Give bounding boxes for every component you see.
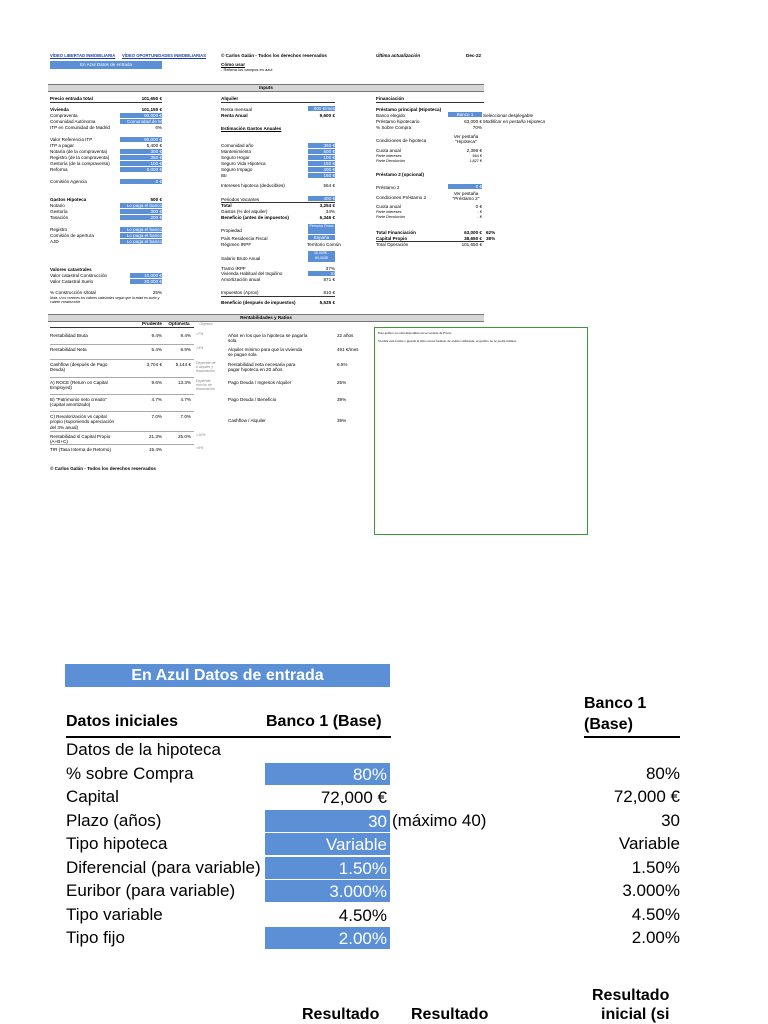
purchase-row-value[interactable]: 100 € — [120, 161, 162, 166]
gastos-row-value[interactable]: Lo paga el banco — [120, 203, 162, 208]
datos-iniciales-header: Datos iniciales — [66, 713, 179, 730]
ratio-mid-value: 39% — [337, 418, 347, 423]
ratio-label: Rentabilidad Bruta — [50, 333, 88, 338]
ratio-label: A) ROCE (Return on Capital Employed) — [50, 380, 108, 391]
intereses-value: 564 € — [323, 183, 335, 188]
mortgage-row-result: 72,000 € — [613, 787, 680, 806]
capital-propio-pct: 38% — [486, 236, 496, 241]
expense-row-label: Comunidad año — [221, 143, 254, 148]
expense-row-input[interactable]: 160 € — [308, 173, 335, 178]
prestamo2-cond-label: Condiciones Préstamo 2 — [376, 195, 427, 200]
mortgage-row-label: Tipo hipoteca — [66, 834, 168, 853]
precio-label: Precio entrada total — [50, 96, 93, 101]
resultado-header-2: Resultado — [411, 1006, 489, 1023]
prestamo2-dev-value: - € — [477, 215, 482, 219]
resultado-header-3b: inicial (si — [601, 1006, 670, 1023]
beneficio-value: 6,346 € — [319, 215, 335, 220]
gastos-row-label: Comisión de apertura — [50, 233, 94, 238]
parte-intereses-label: Parte intereses — [376, 154, 402, 158]
mortgage-row-label: Tipo variable — [66, 904, 163, 924]
prestamo2-dev-label: Parte Devolución — [376, 215, 405, 219]
prestamo2-label: Préstamo 2 — [376, 185, 400, 190]
ratio-mid-label: Años en los que la hipoteca se pagaría sola — [228, 333, 308, 344]
chart-unavailable-note: Este gráfico no está disponible en su versión de Excel. — [378, 331, 452, 335]
amortizacion-label: Amortización anual — [221, 277, 261, 282]
mortgage-row-result: 1.50% — [631, 857, 680, 877]
purchase-row-value[interactable]: Comunidad de M — [120, 119, 162, 124]
habitual-input[interactable]: Sí — [308, 271, 335, 276]
mortgage-row-result: 30 — [661, 810, 680, 830]
ratio-optimista: 6.9% — [180, 347, 191, 352]
banco-base-header: Banco 1 (Base) — [266, 713, 382, 730]
purchase-row-label: Compraventa — [50, 113, 78, 118]
expense-row-label: Mantenimiento — [221, 149, 252, 154]
ratio-mid-value: 491 €/mes — [337, 347, 359, 352]
ratio-optimista: 7.0% — [180, 414, 191, 419]
prestamo-label: Préstamo hipotecario — [376, 119, 420, 124]
purchase-row-value[interactable]: 90,000 € — [120, 137, 162, 142]
pais-label: País Residencia Fiscal — [221, 236, 268, 241]
beneficio-despues-value: 5,535 € — [319, 300, 335, 305]
mortgage-row-result: 4.50% — [631, 904, 680, 924]
mortgage-row-input: 4.50% — [338, 905, 387, 925]
ratio-objetivo: >10% — [196, 433, 206, 437]
gastos-row-label: Registro — [50, 227, 68, 232]
mortgage-row-result: 2.00% — [631, 928, 680, 947]
gastos-hipoteca-label: Gastos Hipoteca — [50, 197, 87, 202]
propiedad-input[interactable]: Persona Física — [308, 224, 335, 234]
prestamo2-cond-value: Ver pestaña "Préstamo 2" — [452, 191, 480, 202]
header-objetivo: Objetivo — [199, 322, 213, 326]
mortgage-row-label: Plazo (años) — [66, 810, 162, 830]
purchase-row-label: Comunidad Autónoma — [50, 119, 96, 124]
periodos-label: Periodos Vacantes — [221, 197, 260, 202]
impuestos-value: 810 € — [323, 290, 335, 295]
banco-label: Banco elegido — [376, 113, 406, 118]
prestamo-principal-title: Préstamo principal (Hipoteca) — [376, 107, 442, 112]
gastos-row-value[interactable]: 300 € — [120, 209, 162, 214]
resultado-header-3: Resultado — [592, 987, 670, 1004]
propiedad-label: Propiedad — [221, 228, 242, 233]
header-prudente: Prudente — [142, 321, 162, 326]
pais-input[interactable]: España — [308, 235, 335, 240]
gastos-row-label: AJD — [50, 239, 59, 244]
total-operacion-label: Total Operación — [376, 242, 409, 247]
ratio-prudente: 15.4% — [148, 447, 162, 452]
ratio-objetivo: Depende de ti alquiler y financiación — [196, 361, 216, 374]
tramo-label: Tramo IRPF — [221, 266, 246, 271]
purchase-row-value[interactable]: 300 € — [120, 149, 162, 154]
construccion-value: 25% — [152, 290, 162, 295]
ratio-prudente: 7.0% — [151, 414, 162, 419]
purchase-row-label: ITP a pagar — [50, 143, 74, 148]
purchase-row-label: Registro (de la compraventa) — [50, 155, 110, 160]
mortgage-row-input[interactable]: 2.00% — [265, 927, 390, 949]
last-update-label: Última actualización — [376, 53, 421, 58]
gastos-alquiler-label: Gastos (% del alquiler) — [221, 209, 268, 214]
ratio-objetivo: Depende mucho de financiación — [196, 379, 215, 392]
gastos-row-value[interactable]: 200 € — [120, 215, 162, 220]
ratio-divider — [50, 444, 194, 445]
purchase-row-label: Gestoría (de la compraventa) — [50, 161, 110, 166]
salario-label: Salario Bruto Anual — [221, 256, 261, 261]
ratio-mid-label: Pago Deuda / Ingresos Alquiler — [228, 380, 292, 385]
purchase-row-value[interactable]: 0 € — [120, 179, 162, 184]
mortgage-row-label: Diferencial (para variable) — [66, 857, 261, 877]
resultado-header-1: Resultado — [302, 1006, 380, 1023]
parte-devolucion-value: 1,827 € — [469, 159, 482, 163]
video-libertad-link[interactable]: VÍDEO LIBERTAD INMOBILIARIA — [50, 53, 116, 58]
total-operacion-value: 101,650 € — [461, 242, 482, 247]
mortgage-row-label: Capital — [66, 787, 119, 806]
mortgage-row-input[interactable]: 1.50% — [265, 857, 390, 879]
expense-row-label: IBI — [221, 173, 227, 178]
catastral-row-label: Valor catastral Construcción — [50, 273, 108, 278]
condiciones-value: Ver pestaña "Hipoteca" — [453, 134, 479, 145]
catastral-label: Valores catastrales — [50, 267, 92, 272]
alquiler-label: Alquiler — [221, 96, 239, 101]
chart-placeholder — [374, 327, 588, 535]
purchase-row-label: Valor Referencia ITP — [50, 137, 93, 142]
catastral-row-label: Valor Catastral Suelo — [50, 279, 94, 284]
ratio-label: TIR (Tasa Interna de Retorno) — [50, 447, 112, 452]
prestamo2-input[interactable]: 0 € — [448, 184, 482, 189]
ratio-optimista: 13.3% — [177, 380, 191, 385]
rentabilidades-section-bar: Rentabilidades y Ratios — [48, 314, 484, 322]
precio-value: 101,650 € — [141, 96, 162, 101]
ratio-objetivo: >7% — [196, 332, 204, 336]
habitual-label: Vivienda Habitual del Inquilino — [221, 271, 283, 276]
banco-right-header-1: Banco 1 — [584, 695, 647, 712]
ratio-optimista: 9.4% — [180, 333, 191, 338]
mortgage-row-note: (máximo 40) — [392, 810, 487, 830]
gastos-row-value[interactable]: Lo paga el banco — [120, 239, 162, 244]
parte-devolucion-label: Parte Devolución — [376, 159, 405, 163]
gastos-hipoteca-value: 500 € — [150, 197, 162, 202]
ratio-mid-label: Alquiler mínimo para que la vivienda se pague sola — [228, 347, 303, 358]
blue-input-note: En Azul Datos de entrada — [50, 61, 162, 69]
purchase-row-value: 6% — [155, 124, 162, 130]
ratio-mid-label: Cashflow / Alquiler — [228, 418, 266, 423]
estimacion-label: Estimación Gastos Anuales — [221, 126, 282, 131]
purchase-row-value[interactable]: 5,000 € — [120, 167, 162, 172]
chart-edit-note: Si edita esta forma o guarda el libro en un formato de archivo diferente, el gráfico no se podrá utilizar. — [378, 339, 517, 343]
periodos-input[interactable]: 400 € — [308, 196, 335, 201]
mortgage-row-input[interactable]: 3.000% — [265, 880, 390, 902]
ratio-label: Rentabilidad sl Capital Propio (A+B+C) — [50, 434, 111, 445]
impuestos-label: Impuestos (Aprox) — [221, 290, 259, 295]
mortgage-row-input[interactable]: Variable — [265, 833, 390, 855]
total-value: 3,254 € — [319, 203, 335, 208]
gastos-alquiler-value: 34% — [325, 209, 335, 214]
ratio-mid-value: 39% — [337, 397, 347, 402]
mortgage-row-input[interactable]: 30 — [265, 810, 390, 832]
mortgage-row-label: Datos de la hipoteca — [66, 740, 221, 759]
header-optimista: Optimista — [168, 321, 190, 326]
purchase-row-label: Reforma — [50, 167, 68, 172]
purchase-row-label: Notaría (de la compraventa) — [50, 149, 108, 154]
ratio-divider — [50, 411, 194, 412]
ratio-mid-value: 6.5% — [337, 362, 348, 367]
ratio-optimista: 4.7% — [180, 397, 191, 402]
expense-row-label: Seguro Vida Hipoteca — [221, 161, 266, 166]
total-financiacion-pct: 62% — [486, 230, 496, 235]
ratio-divider — [50, 431, 194, 432]
renta-mensual-input[interactable]: 800 €/mes — [308, 106, 335, 111]
sobre-compra-value: 70% — [472, 125, 482, 130]
vivienda-label: Vivienda — [50, 107, 69, 112]
capital-propio-value: 38,650 € — [464, 236, 482, 241]
construccion-label: % Construcción s/total — [50, 290, 96, 295]
footer-copyright: © Carlos Galán - Todos los derechos reservados — [50, 466, 156, 471]
catastral-note: Nota: si no conoces los valores catastrales según que la edad es suelo y cuánto construcción — [50, 296, 160, 304]
ratio-prudente: 5.4% — [151, 347, 162, 352]
purchase-row-label: Comisión Agencia — [50, 179, 87, 184]
purchase-row-value: 5,400 € — [146, 142, 162, 148]
ratio-mid-value: 22 años — [337, 333, 354, 338]
ratio-label: Cashflow (después de Pago Deuda) — [50, 362, 108, 373]
expense-row-input[interactable]: 150 € — [308, 161, 335, 166]
tramo-value: 37% — [325, 266, 335, 271]
financiacion-label: Financiación — [376, 96, 405, 101]
total-financiacion-value: 63,000 € — [464, 230, 482, 235]
ratio-prudente: 9.6% — [151, 380, 162, 385]
ratio-divider — [50, 377, 194, 378]
regimen-value: Territorio Común — [307, 242, 341, 247]
prestamo2-int-value: - € — [477, 210, 482, 214]
capital-propio-label: Capital Propio — [376, 236, 408, 241]
mortgage-row-result: 3.000% — [622, 881, 680, 900]
video-oportunidades-link[interactable]: VÍDEO OPORTUNIDADES INMOBILIARIAS — [122, 53, 206, 58]
prestamo2-cuota-value: 0 € — [475, 204, 482, 209]
expense-row-input[interactable]: 360 € — [308, 143, 335, 148]
mortgage-row-result: 80% — [645, 763, 680, 783]
banco-right-header-2: (Base) — [584, 716, 633, 733]
ratio-optimista: 5,144 € — [175, 362, 191, 367]
amortizacion-value: 871 € — [323, 277, 335, 282]
gastos-row-label: Notario — [50, 203, 65, 208]
banco-select[interactable]: Banco 1 — [448, 112, 482, 117]
catastral-row-input[interactable]: 20,000 € — [130, 279, 162, 284]
ratio-divider — [50, 394, 194, 395]
expense-row-input[interactable]: 100 € — [308, 155, 335, 160]
purchase-row-value[interactable]: 350 € — [120, 155, 162, 160]
inputs-section-bar: Inputs — [48, 84, 484, 92]
expense-row-label: Seguro Impago — [221, 167, 253, 172]
ratio-mid-label: Rentabilidad neta necesaria para pagar hipoteca en 20 años — [228, 362, 296, 373]
renta-mensual-label: Renta mensual — [221, 107, 252, 112]
renta-anual-value: 9,600 € — [319, 113, 335, 118]
mortgage-row-result: Variable — [618, 834, 680, 853]
total-financiacion-label: Total Financiación — [376, 230, 416, 235]
ratio-prudente: 9.4% — [151, 333, 162, 338]
ratio-label: C) Revalorización vs capital propio (suponiendo apreciación del 3% anual) — [50, 414, 115, 430]
last-update-value: Dec-22 — [466, 53, 482, 58]
ratio-prudente: 21.3% — [148, 434, 162, 439]
ratio-divider — [50, 344, 194, 345]
cuota-label: Cuota anual — [376, 148, 401, 153]
salario-input[interactable]: 35,000€ - 60,000€ — [308, 251, 335, 262]
prestamo2-int-label: Parte intereses — [376, 210, 402, 214]
ratio-objetivo: >4% — [196, 346, 204, 350]
prestamo2-cuota-label: Cuota anual — [376, 204, 401, 209]
banco-note: Seleccionar desplegable — [483, 113, 534, 118]
ratio-prudente: 4.7% — [151, 397, 162, 402]
vivienda-value: 101,150 € — [141, 107, 162, 112]
gastos-row-label: Gestoría — [50, 209, 68, 214]
parte-intereses-value: 564 € — [472, 154, 482, 158]
mortgage-row-label: Tipo fijo — [66, 928, 125, 947]
ratio-label: B) "Patrimonio neto creado" (capital amortizado) — [50, 397, 107, 408]
expense-row-input[interactable]: 500 € — [308, 149, 335, 154]
purchase-row-value[interactable]: 90,000 € — [120, 113, 162, 118]
howto-title: Cómo usar — [221, 62, 245, 67]
prestamo-note: Modificar en pestaña Hipoteca — [483, 119, 546, 124]
catastral-row-input[interactable]: 10,000 € — [130, 273, 162, 278]
ratio-objetivo: >8% — [196, 446, 204, 450]
ratio-mid-value: 25% — [337, 380, 347, 385]
ratio-label: Rentabilidad Neta — [50, 347, 87, 352]
intereses-label: Intereses hipoteca (deducibles) — [221, 183, 285, 188]
regimen-label: Régimen IRPF — [221, 242, 252, 247]
mortgage-row-label: % sobre Compra — [66, 763, 194, 783]
renta-anual-label: Renta Anual — [221, 113, 248, 118]
gastos-row-value[interactable]: Lo paga el banco — [120, 233, 162, 238]
mortgage-row-label: Euribor (para variable) — [66, 881, 236, 900]
expense-row-input[interactable]: 400 € — [308, 167, 335, 172]
sobre-compra-label: % Sobre Compra — [376, 125, 412, 130]
copyright-header: © Carlos Galán - Todos los derechos reservados — [221, 53, 327, 58]
prestamo2-title: Préstamo 2 (opcional) — [376, 172, 424, 177]
purchase-row-label: ITP en Comunidad de Madrid — [50, 125, 110, 130]
cuota-value: 2,396 € — [466, 148, 482, 153]
ratio-mid-label: Pago Deuda / Beneficio — [228, 397, 277, 402]
beneficio-despues-label: Beneficio (después de impuestos) — [221, 300, 296, 305]
ratio-prudente: 3,704 € — [146, 362, 162, 367]
prestamo-value: 63,000 € — [464, 119, 482, 124]
expense-row-label: Seguro Hogar — [221, 155, 250, 160]
mortgage-row-input: 72,000 € — [320, 788, 387, 807]
gastos-row-value[interactable]: Lo paga el banco — [120, 227, 162, 232]
beneficio-label: Beneficio (antes de impuestos) — [221, 215, 289, 220]
gastos-row-label: Tasación — [50, 215, 69, 220]
mortgage-blue-note: En Azul Datos de entrada — [65, 664, 390, 687]
mortgage-row-input[interactable]: 80% — [265, 763, 390, 785]
total-label: Total — [221, 203, 232, 208]
howto-text: - Rellena los campos en azul — [221, 67, 273, 72]
ratio-optimista: 25.0% — [177, 434, 191, 439]
ratio-divider — [50, 359, 194, 360]
condiciones-label: Condiciones de hipoteca — [376, 138, 427, 143]
